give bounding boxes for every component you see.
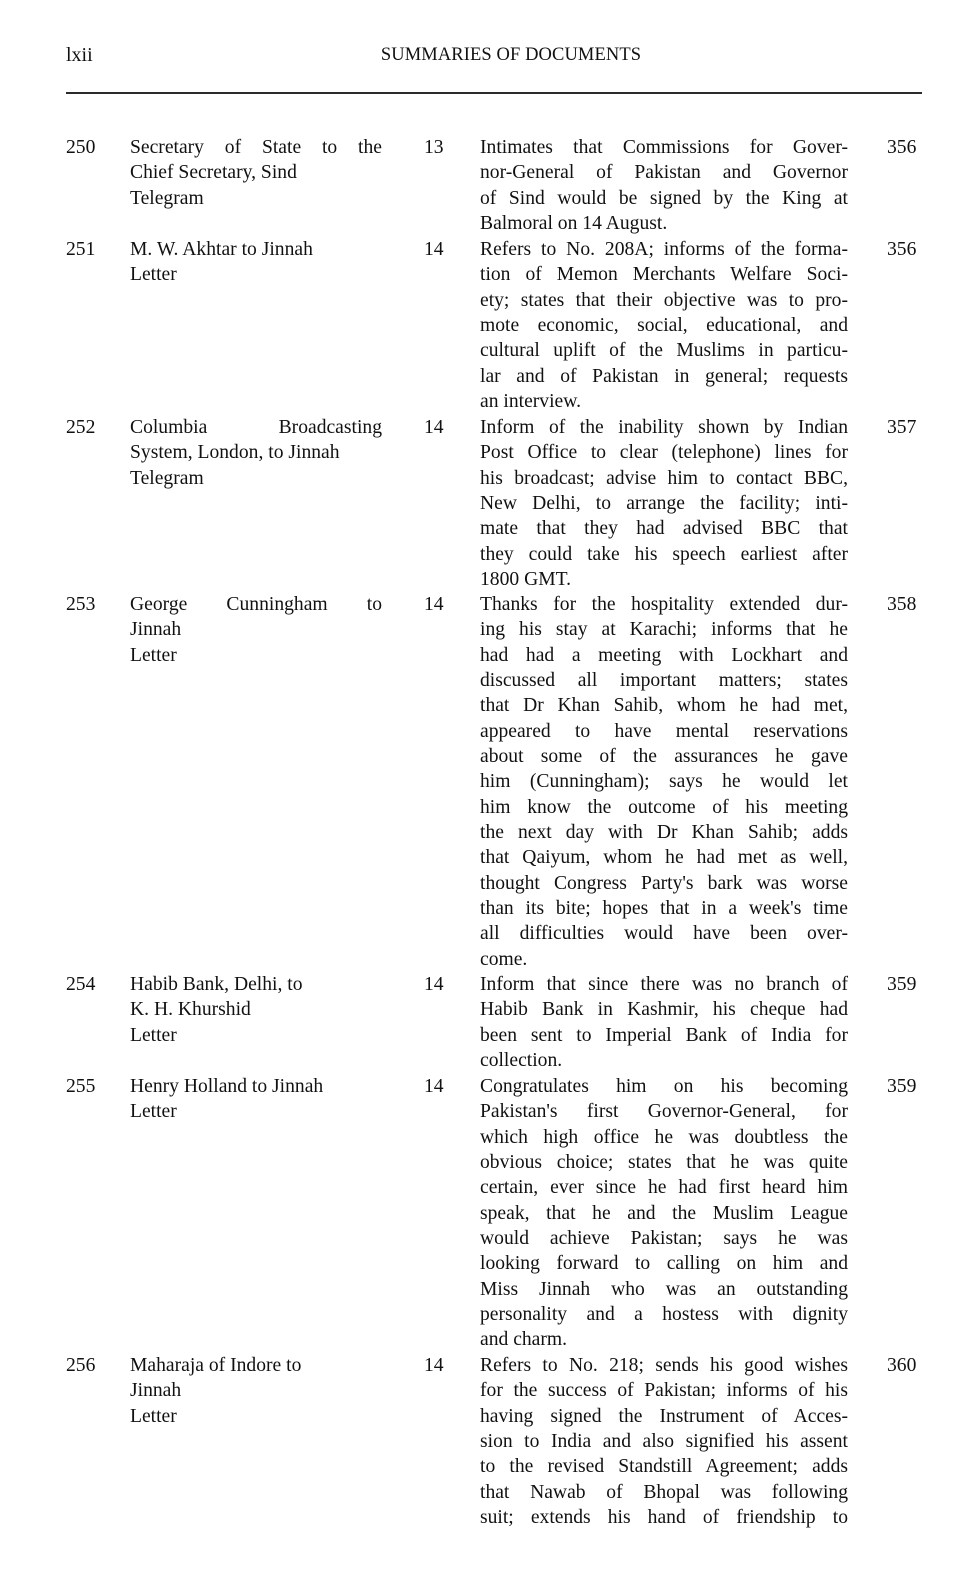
summary-line: tion of Memon Merchants Welfare Soci- xyxy=(480,264,848,286)
summary-line: Intimates that Commissions for Gover- xyxy=(480,137,848,158)
correspondent-line: Habib Bank, Delhi, to xyxy=(130,974,303,995)
summary-line: nor-General of Pakistan and Governor xyxy=(480,162,848,184)
summary-line: mate that they had advised BBC that xyxy=(480,518,848,540)
summary-line: ety; states that their objective was to pro- xyxy=(480,289,848,311)
document-type: Letter xyxy=(130,1024,177,1046)
summary-line: Refers to No. 208A; informs of the forma- xyxy=(480,239,848,260)
summary-line: which high office he was doubtless the xyxy=(480,1126,848,1148)
page-number: 359 xyxy=(887,1076,917,1097)
summary-line: Miss Jinnah who was an outstanding xyxy=(480,1278,848,1300)
document-number: 253 xyxy=(66,594,96,615)
correspondent xyxy=(130,1353,382,1429)
page-number: 357 xyxy=(887,417,917,438)
document-type: Letter xyxy=(130,1101,177,1123)
correspondent-line: Chief Secretary, Sind xyxy=(130,162,297,184)
summary-line: been sent to Imperial Bank of India for xyxy=(480,1024,848,1046)
document-type: Telegram xyxy=(130,467,204,489)
summary-line: lar and of Pakistan in general; requests xyxy=(480,365,848,387)
document-summary xyxy=(480,237,848,414)
document-summary xyxy=(480,1074,848,1353)
correspondent xyxy=(130,1074,382,1125)
summary-line: 1800 GMT. xyxy=(480,569,572,591)
correspondent-line: George Cunningham to xyxy=(130,594,382,615)
summary-line: discussed all important matters; states xyxy=(480,670,848,692)
summary-line: speak, that he and the Muslim League xyxy=(480,1202,848,1224)
summary-line: that Dr Khan Sahib, whom he had met, xyxy=(480,695,848,717)
summary-line: that Qaiyum, whom he had met as well, xyxy=(480,847,848,869)
page-number: 359 xyxy=(887,974,917,995)
summary-line: than its bite; hopes that in a week's time xyxy=(480,898,848,920)
summary-line: Habib Bank in Kashmir, his cheque had xyxy=(480,999,848,1021)
correspondent-line: System, London, to Jinnah xyxy=(130,442,340,464)
document-number: 254 xyxy=(66,974,96,995)
document-date: 13 xyxy=(424,137,444,158)
document-summary xyxy=(480,972,848,1073)
document-number: 250 xyxy=(66,137,96,158)
summary-line: thought Congress Party's bark was worse xyxy=(480,872,848,894)
summary-line: New Delhi, to arrange the facility; inti- xyxy=(480,493,848,515)
summary-line: Pakistan's first Governor-General, for xyxy=(480,1101,848,1123)
summary-line: sion to India and also signified his assent xyxy=(480,1431,848,1453)
summary-line: had had a meeting with Lockhart and xyxy=(480,644,848,666)
summary-line: him (Cunningham); says he would let xyxy=(480,771,848,793)
summary-line: Inform of the inability shown by Indian xyxy=(480,417,848,438)
document-type: Letter xyxy=(130,264,177,286)
summary-line: mote economic, social, educational, and xyxy=(480,315,848,337)
document-type: Letter xyxy=(130,1405,177,1427)
correspondent xyxy=(130,135,382,211)
summary-line: Thanks for the hospitality extended dur- xyxy=(480,594,848,615)
document-date: 14 xyxy=(424,974,444,995)
page-number: 356 xyxy=(887,137,917,158)
document-date: 14 xyxy=(424,594,444,615)
document-summary xyxy=(480,592,848,972)
summary-line: that Nawab of Bhopal was following xyxy=(480,1481,848,1503)
summary-line: looking forward to calling on him and xyxy=(480,1253,848,1275)
page-number: 356 xyxy=(887,239,917,260)
summary-line: Post Office to clear (telephone) lines for xyxy=(480,442,848,464)
page-number: 358 xyxy=(887,594,917,615)
running-title: SUMMARIES OF DOCUMENTS xyxy=(380,45,642,65)
summary-line: come. xyxy=(480,948,528,970)
summary-line: having signed the Instrument of Acces- xyxy=(480,1405,848,1427)
document-summary xyxy=(480,1353,848,1530)
summary-line: an interview. xyxy=(480,391,582,413)
summary-line: him know the outcome of his meeting xyxy=(480,796,848,818)
summary-line: obvious choice; states that he was quite xyxy=(480,1152,848,1174)
summary-line: Congratulates him on his becoming xyxy=(480,1076,848,1097)
correspondent xyxy=(130,415,382,491)
summary-line: his broadcast; advise him to contact BBC, xyxy=(480,467,848,489)
summary-line: and charm. xyxy=(480,1329,568,1351)
summary-line: the next day with Dr Khan Sahib; adds xyxy=(480,822,848,844)
correspondent-line: Maharaja of Indore to xyxy=(130,1355,302,1376)
summary-line: for the success of Pakistan; informs of his xyxy=(480,1380,848,1402)
correspondent xyxy=(130,237,382,288)
summary-line: would achieve Pakistan; says he was xyxy=(480,1228,848,1250)
page-folio: lxii xyxy=(66,44,93,66)
document-date: 14 xyxy=(424,1355,444,1376)
summary-line: of Sind would be signed by the King at xyxy=(480,187,848,209)
document-summary xyxy=(480,135,848,236)
correspondent-line: K. H. Khurshid xyxy=(130,999,251,1021)
document-date: 14 xyxy=(424,239,444,260)
summary-line: all difficulties would have been over- xyxy=(480,923,848,945)
summary-line: certain, ever since he had first heard him xyxy=(480,1177,848,1199)
document-number: 252 xyxy=(66,417,96,438)
correspondent-line: Jinnah xyxy=(130,1380,182,1402)
summary-line: appeared to have mental reservations xyxy=(480,720,848,742)
summary-line: ing his stay at Karachi; informs that he xyxy=(480,619,848,641)
summary-line: cultural uplift of the Muslims in particu- xyxy=(480,340,848,362)
summary-line: suit; extends his hand of friendship to xyxy=(480,1507,848,1529)
summary-line: they could take his speech earliest after xyxy=(480,543,848,565)
page-header xyxy=(66,40,922,70)
page-number: 360 xyxy=(887,1355,917,1376)
correspondent-line: M. W. Akhtar to Jinnah xyxy=(130,239,313,260)
correspondent-line: Jinnah xyxy=(130,619,182,641)
document-date: 14 xyxy=(424,417,444,438)
correspondent-line: Henry Holland to Jinnah xyxy=(130,1076,324,1097)
document-date: 14 xyxy=(424,1076,444,1097)
document-summary xyxy=(480,415,848,592)
correspondent-line: Secretary of State to the xyxy=(130,137,382,158)
summary-line: collection. xyxy=(480,1050,563,1072)
document-type: Telegram xyxy=(130,187,204,209)
summary-line: personality and a hostess with dignity xyxy=(480,1304,848,1326)
header-rule xyxy=(66,92,922,94)
summary-line: about some of the assurances he gave xyxy=(480,746,848,768)
correspondent-line: Columbia Broadcasting xyxy=(130,417,382,438)
summary-line: to the revised Standstill Agreement; adds xyxy=(480,1456,848,1478)
correspondent xyxy=(130,972,382,1048)
summary-line: Refers to No. 218; sends his good wishes xyxy=(480,1355,848,1376)
summary-line: Balmoral on 14 August. xyxy=(480,213,668,235)
correspondent xyxy=(130,592,382,668)
document-number: 251 xyxy=(66,239,96,260)
document-number: 256 xyxy=(66,1355,96,1376)
summary-line: Inform that since there was no branch of xyxy=(480,974,848,995)
document-number: 255 xyxy=(66,1076,96,1097)
document-type: Letter xyxy=(130,644,177,666)
